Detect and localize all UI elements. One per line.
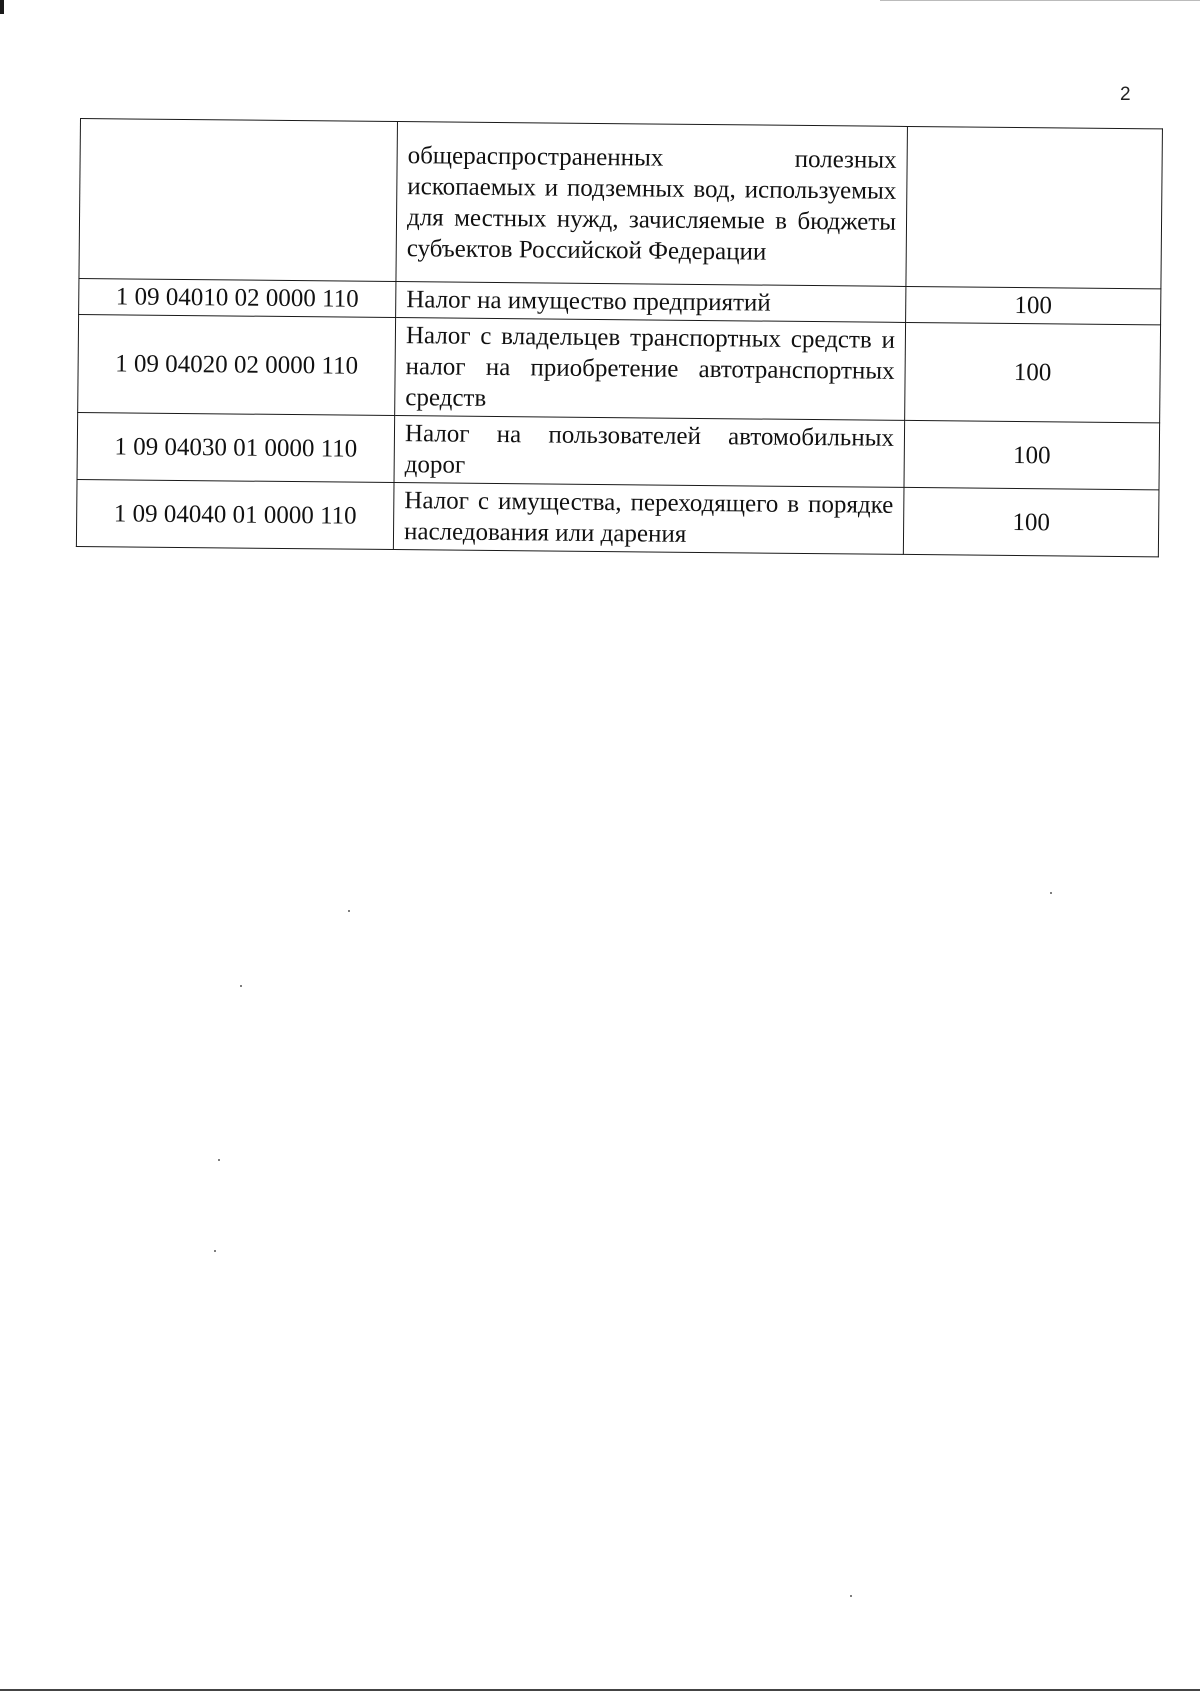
scan-edge-line-top [880, 0, 1200, 1]
table-row [79, 119, 1162, 289]
percent-cell: 100 [906, 286, 1161, 324]
table-row [78, 314, 1161, 422]
page-number: 2 [1120, 84, 1131, 105]
scan-speck [218, 1159, 220, 1161]
scan-speck [214, 1250, 216, 1252]
tax-code-cell: 1 09 04030 01 0000 110 [77, 412, 395, 482]
tax-name-cell: Налог на пользователей автомобильных дорог [394, 416, 905, 488]
tax-table-container [76, 118, 1162, 557]
scan-speck [240, 985, 242, 987]
scan-speck [1050, 892, 1052, 894]
tax-code-cell: 1 09 04040 01 0000 110 [76, 479, 394, 549]
tax-code-cell: 1 09 04010 02 0000 110 [79, 278, 396, 317]
scan-edge-mark-top-left [0, 0, 4, 14]
tax-code-cell [79, 119, 398, 282]
table-row [76, 479, 1159, 556]
tax-name-cell: Налог с имущества, переходящего в порядке наследования или дарения [393, 483, 904, 555]
percent-cell [906, 126, 1163, 288]
percent-cell: 100 [905, 322, 1161, 422]
tax-name-cell: Налог на имущество предприятий [396, 282, 906, 323]
scan-edge-line-bottom [0, 1689, 1200, 1691]
scan-speck [850, 1595, 852, 1597]
tax-name-cell: общераспространенных полезных ископаемых и подземных вод, используемых для местных нужд, зачисляемые в бюджеты субъектов Российской Федерации [396, 122, 908, 287]
scan-speck [348, 910, 350, 912]
tax-name-cell: Налог с владельцев транспортных средств и налог на приобретение автотранспортных средств [395, 318, 906, 421]
tax-revenue-table [76, 118, 1163, 557]
percent-cell: 100 [903, 487, 1159, 556]
tax-code-cell: 1 09 04020 02 0000 110 [78, 314, 396, 415]
percent-cell: 100 [904, 420, 1160, 489]
table-row [77, 412, 1160, 489]
